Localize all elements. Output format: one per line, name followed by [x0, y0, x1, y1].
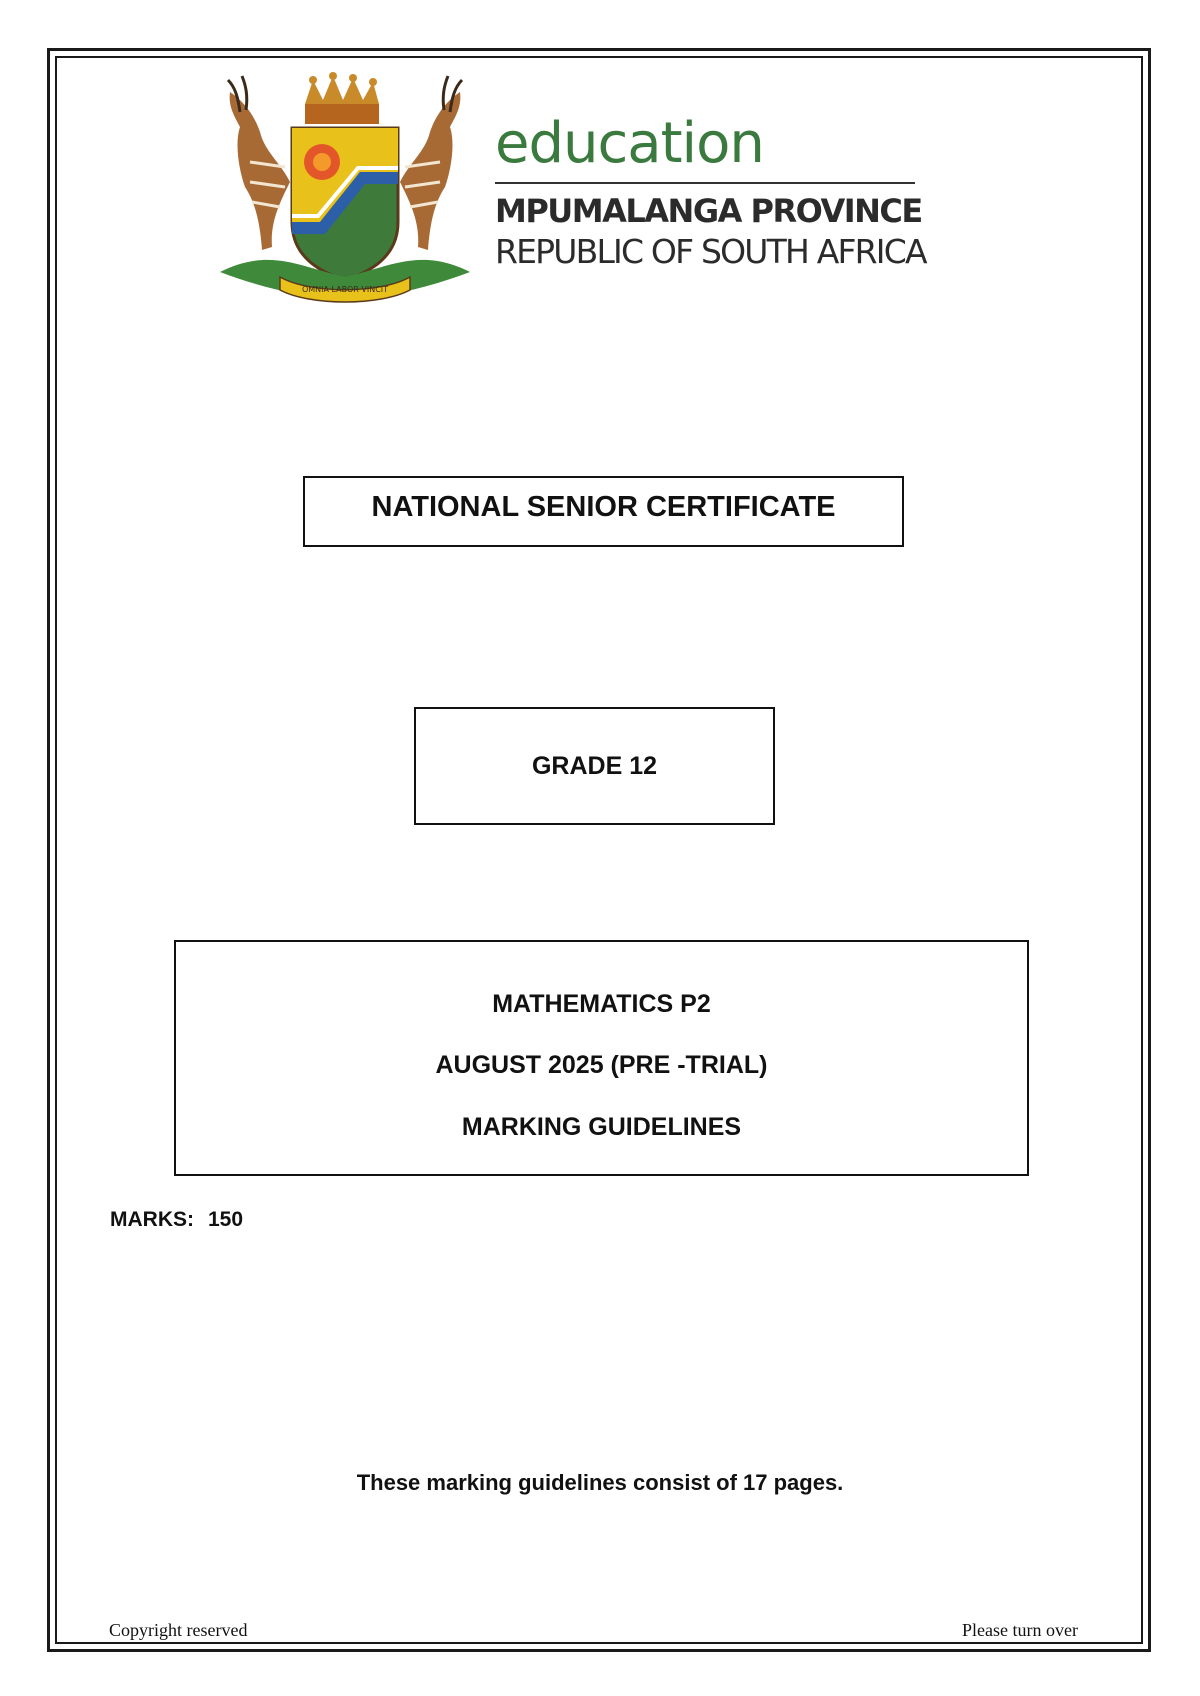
- brand-country: REPUBLIC OF SOUTH AFRICA: [495, 232, 926, 271]
- subject-name: MATHEMATICS P2: [492, 990, 711, 1018]
- coat-of-arms-logo: [210, 72, 480, 312]
- certificate-title-box: [303, 476, 904, 547]
- footer-copyright: Copyright reserved: [109, 1620, 248, 1640]
- page-count-note: These marking guidelines consist of 17 pages.: [356, 1470, 844, 1495]
- marks-label: MARKS:: [110, 1208, 194, 1231]
- grade-box: [414, 707, 775, 825]
- brand-block: [495, 112, 935, 271]
- grade-label: GRADE 12: [531, 751, 658, 780]
- subject-box: [174, 940, 1029, 1176]
- marks-line: [110, 1208, 243, 1232]
- svg-text:OMNIA LABOR VINCIT: OMNIA LABOR VINCIT: [301, 285, 389, 294]
- marks-value: 150: [208, 1208, 244, 1231]
- brand-province: MPUMALANGA PROVINCE: [495, 192, 922, 230]
- document-type: MARKING GUIDELINES: [461, 1112, 742, 1141]
- brand-education-word: education: [495, 111, 764, 176]
- brand-divider: [495, 182, 915, 184]
- certificate-title: NATIONAL SENIOR CERTIFICATE: [371, 491, 836, 523]
- exam-session: AUGUST 2025 (PRE -TRIAL): [435, 1051, 768, 1080]
- footer-turn-over: Please turn over: [962, 1620, 1078, 1640]
